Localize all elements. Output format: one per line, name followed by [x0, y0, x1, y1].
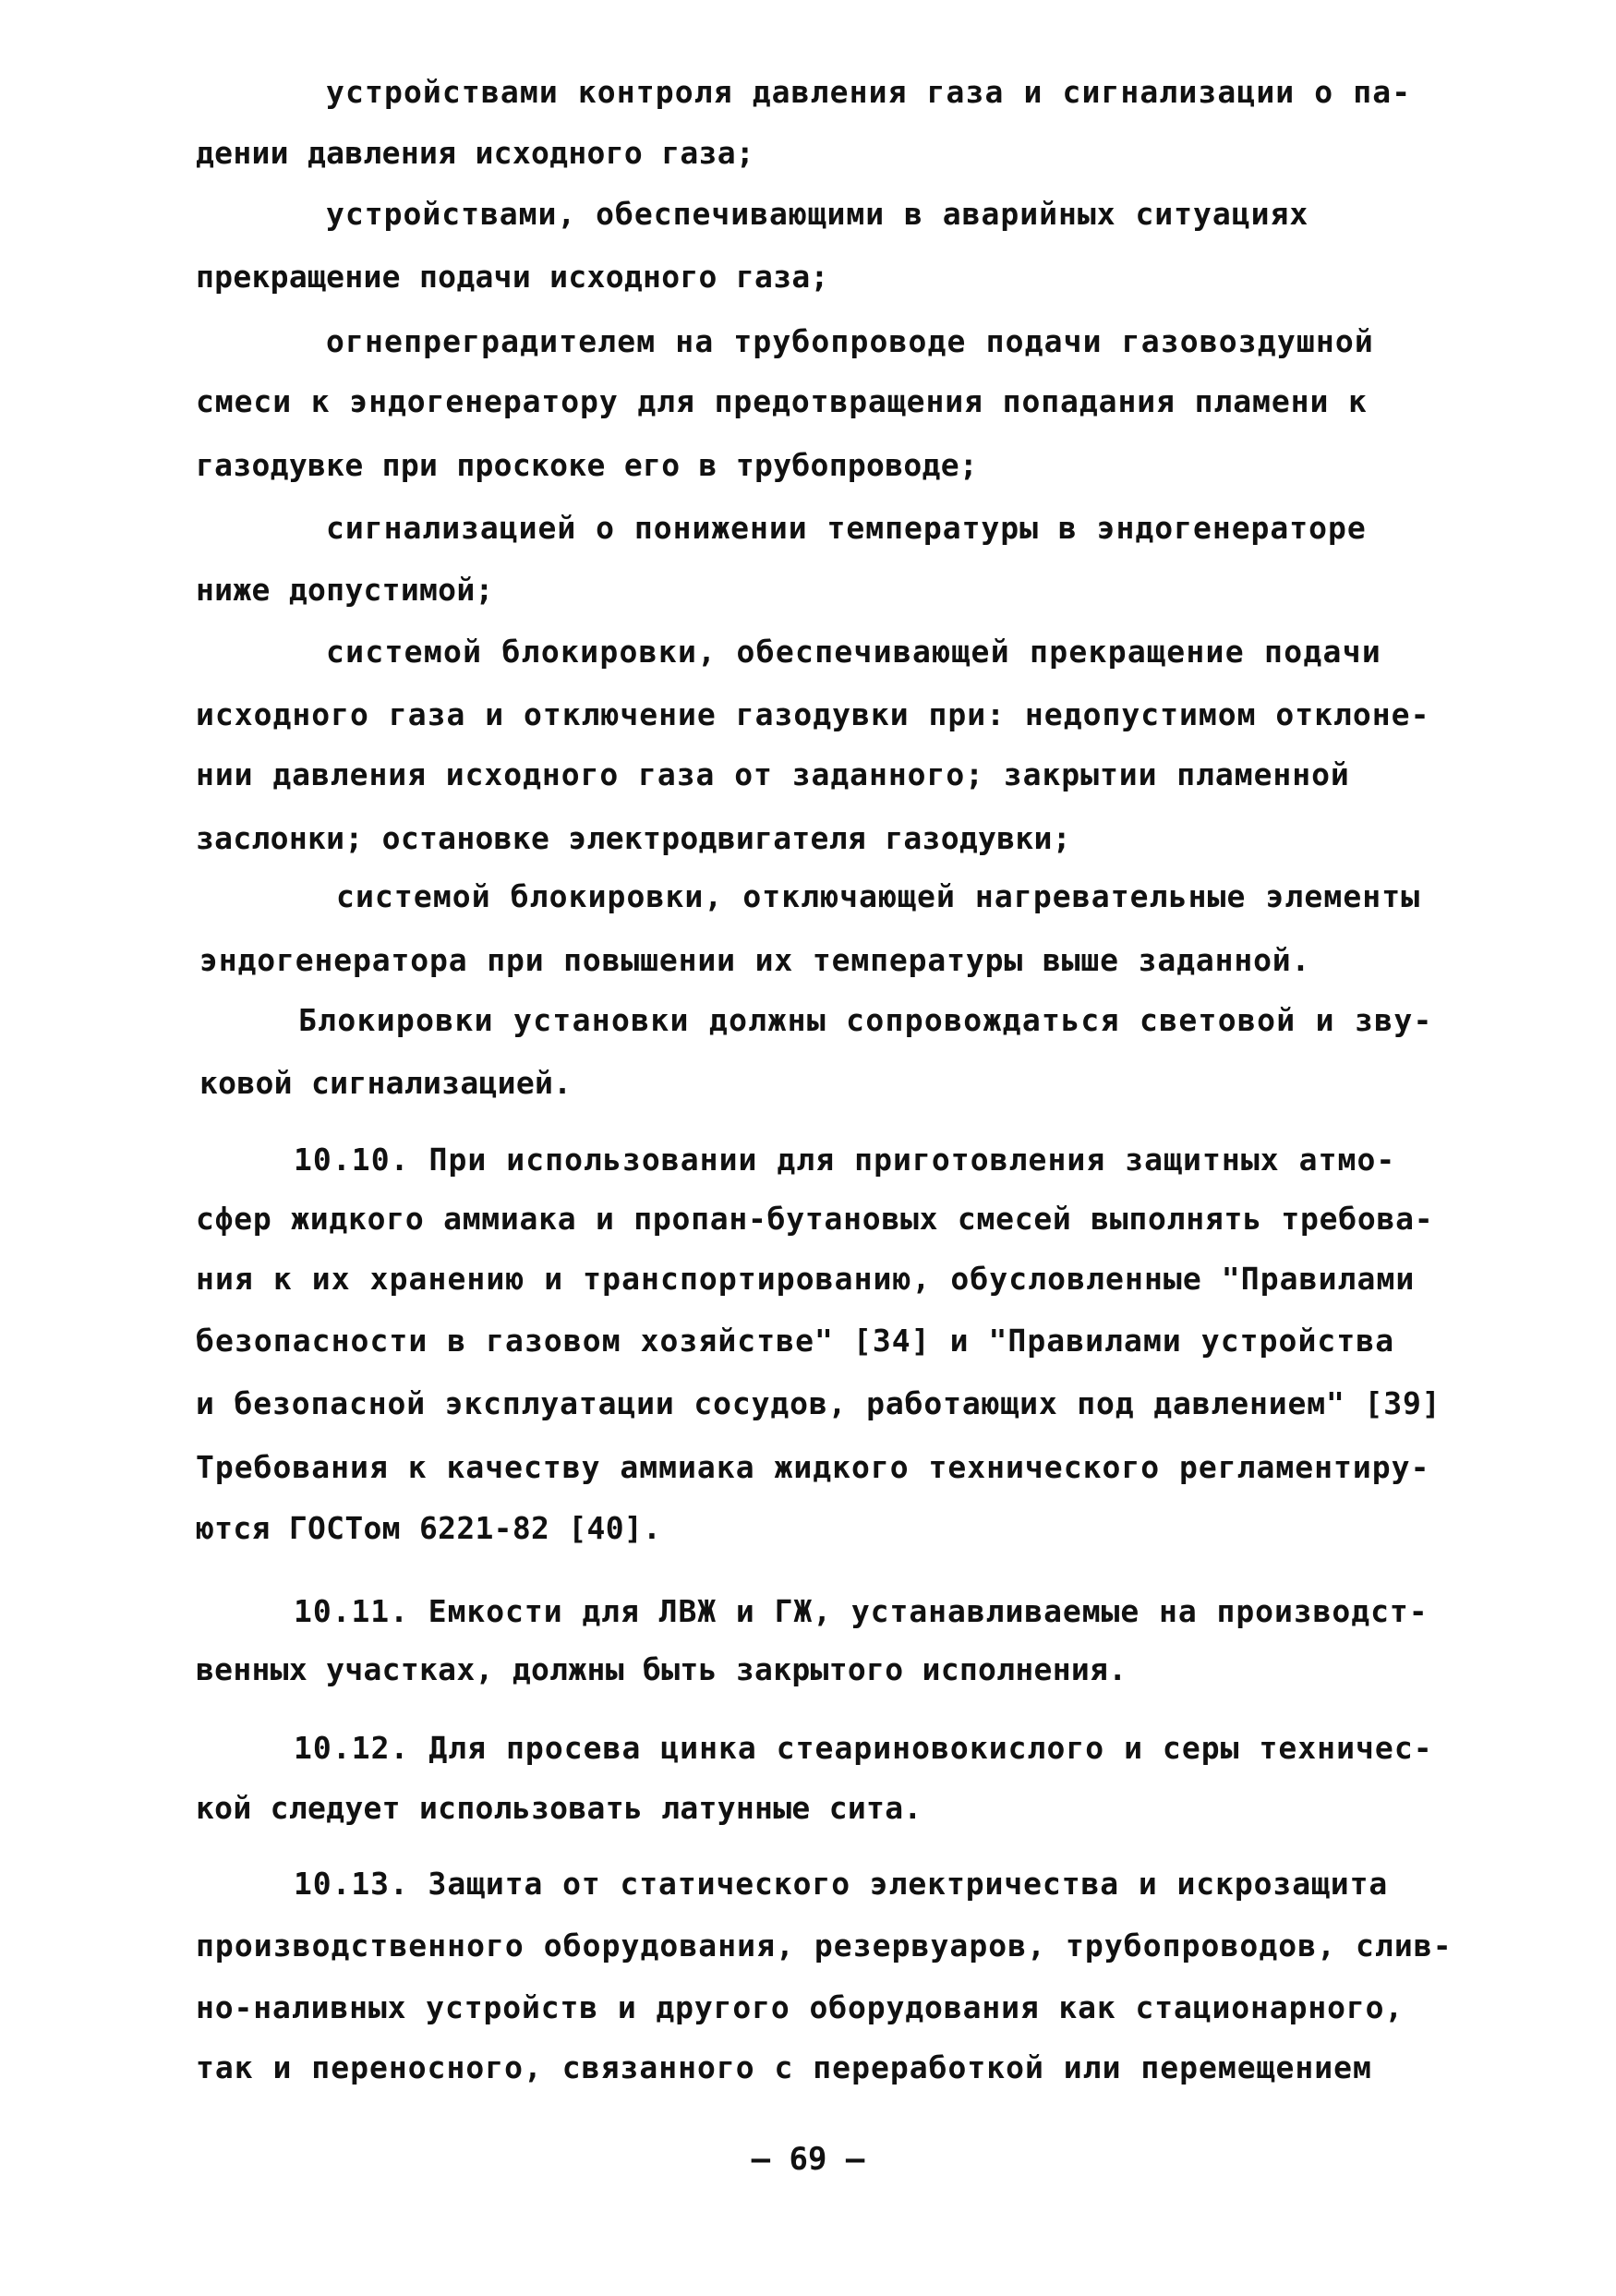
text-line: безопасности в газовом хозяйстве" [34] и "Правилами устройства: [196, 1323, 1395, 1359]
text-line: производственного оборудования, резервуаров, трубопроводов, слив-: [196, 1927, 1453, 1964]
text-line: нии давления исходного газа от заданного; закрытии пламенной: [196, 756, 1350, 792]
text-line: ния к их хранению и транспортированию, обусловленные "Правилами: [196, 1261, 1416, 1297]
text-line: смеси к эндогенератору для предотвращения попадания пламени к: [196, 383, 1368, 419]
text-line: устройствами контроля давления газа и сигнализации о па-: [326, 74, 1412, 110]
text-line: кой следует использовать латунные сита.: [196, 1790, 923, 1826]
text-line: 10.12. Для просева цинка стеариновокислого и серы техничес-: [294, 1730, 1433, 1766]
text-line: ются ГОСТом 6221-82 [40].: [196, 1510, 662, 1546]
text-line: венных участках, должны быть закрытого исполнения.: [196, 1651, 1128, 1687]
text-line: прекращение подачи исходного газа;: [196, 259, 829, 295]
page-number: — 69 —: [751, 2141, 865, 2178]
text-line: так и переносного, связанного с переработкой или перемещением: [196, 2049, 1372, 2085]
text-line: сфер жидкого аммиака и пропан-бутановых смесей выполнять требова-: [196, 1201, 1434, 1237]
text-line: 10.11. Емкости для ЛВЖ и ГЖ, устанавливаемые на производст-: [294, 1593, 1429, 1629]
text-line: дении давления исходного газа;: [196, 135, 755, 171]
text-line: 10.10. При использовании для приготовления защитных атмо-: [294, 1142, 1396, 1178]
text-line: эндогенератора при повышении их температуры выше заданной.: [199, 942, 1311, 978]
text-line: ковой сигнализацией.: [199, 1065, 573, 1101]
text-line: и безопасной эксплуатации сосудов, работающих под давлением" [39]: [196, 1385, 1441, 1421]
text-line: газодувке при проскоке его в трубопроводе;: [196, 447, 979, 483]
text-line: системой блокировки, отключающей нагревательные элементы: [336, 878, 1421, 914]
text-line: Блокировки установки должны сопровождаться световой и зву-: [298, 1002, 1433, 1038]
text-line: заслонки; остановке электродвигателя газодувки;: [196, 820, 1071, 856]
text-line: но-наливных устройств и другого оборудования как стационарного,: [196, 1989, 1405, 2025]
text-line: системой блокировки, обеспечивающей прекращение подачи: [326, 634, 1382, 670]
text-line: сигнализацией о понижении температуры в эндогенераторе: [326, 510, 1367, 546]
text-line: Требования к качеству аммиака жидкого технического регламентиру-: [196, 1449, 1430, 1485]
text-line: устройствами, обеспечивающими в аварийных ситуациях: [326, 196, 1309, 232]
text-line: 10.13. Защита от статического электричества и искрозащита: [294, 1866, 1389, 1902]
text-line: ниже допустимой;: [196, 572, 494, 608]
text-line: огнепреградителем на трубопроводе подачи газовоздушной: [326, 323, 1374, 359]
text-line: исходного газа и отключение газодувки при: недопустимом отклоне-: [196, 696, 1430, 732]
